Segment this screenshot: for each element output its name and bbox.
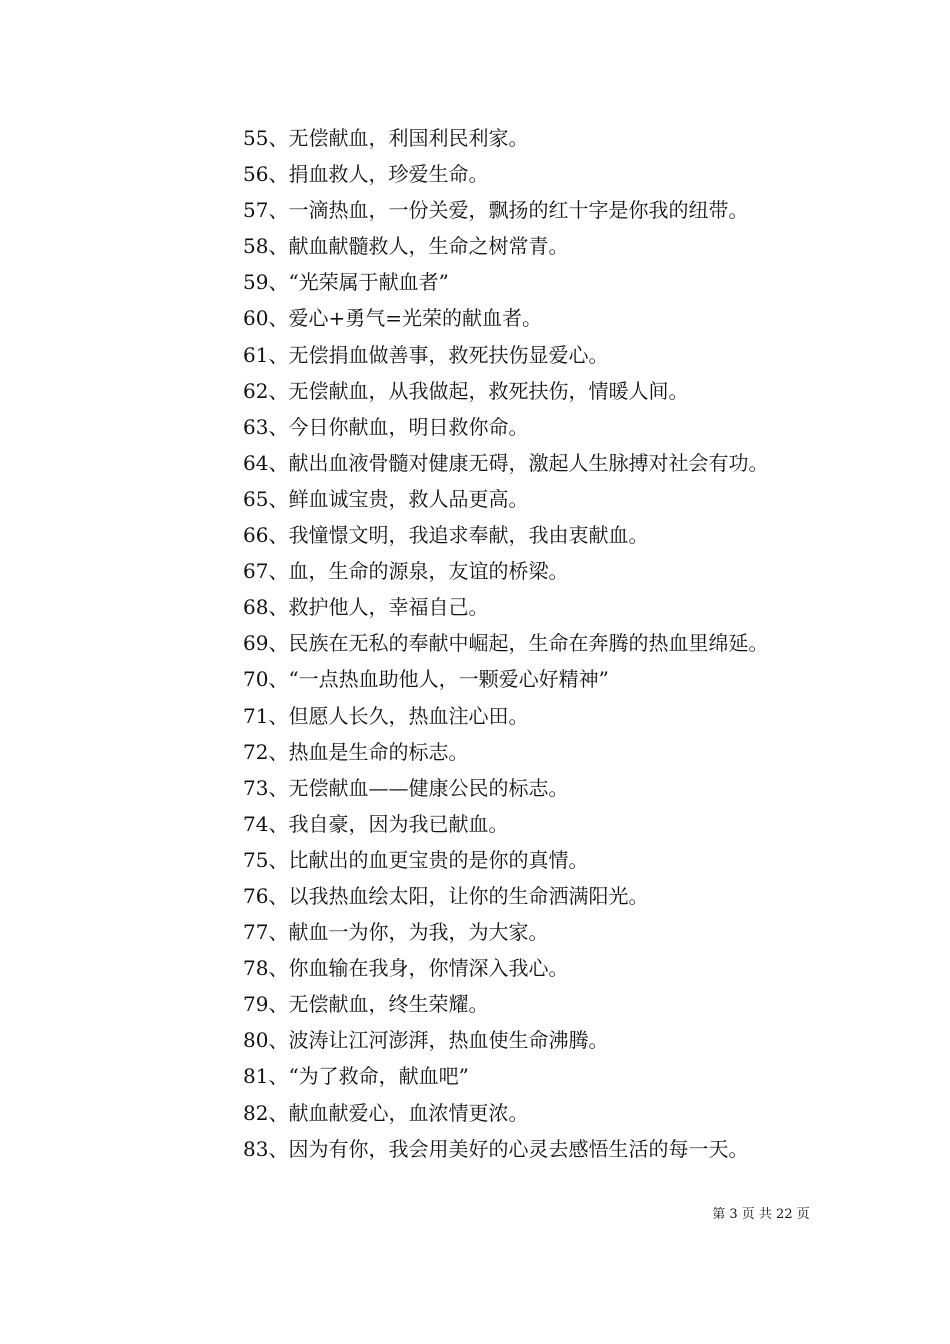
slogan-item: 67、血，生命的源泉，友谊的桥梁。 [243, 559, 569, 584]
slogan-item: 80、波涛让江河澎湃，热血使生命沸腾。 [243, 1028, 609, 1053]
slogan-item: 72、热血是生命的标志。 [243, 739, 469, 764]
slogan-item: 71、但愿人长久，热血注心田。 [243, 703, 529, 728]
slogan-item: 59、“光荣属于献血者” [243, 270, 449, 295]
slogan-item: 63、今日你献血，明日救你命。 [243, 414, 529, 439]
slogan-item: 62、无偿献血，从我做起，救死扶伤，情暖人间。 [243, 378, 689, 403]
slogan-item: 74、我自豪，因为我已献血。 [243, 811, 509, 836]
slogan-item: 58、献血献髓救人，生命之树常青。 [243, 234, 569, 259]
slogan-item: 57、一滴热血，一份关爱，飘扬的红十字是你我的纽带。 [243, 198, 749, 223]
slogan-item: 77、献血一为你，为我，为大家。 [243, 920, 549, 945]
slogan-item: 70、“一点热血助他人，一颗爱心好精神” [243, 667, 609, 692]
slogan-item: 69、民族在无私的奉献中崛起，生命在奔腾的热血里绵延。 [243, 631, 769, 656]
slogan-item: 61、无偿捐血做善事，救死扶伤显爱心。 [243, 342, 609, 367]
slogan-item: 83、因为有你，我会用美好的心灵去感悟生活的每一天。 [243, 1136, 749, 1161]
slogan-item: 73、无偿献血——健康公民的标志。 [243, 775, 569, 800]
slogan-item: 75、比献出的血更宝贵的是你的真情。 [243, 847, 589, 872]
slogan-item: 60、爱心+勇气=光荣的献血者。 [243, 306, 542, 331]
page-number: 第 3 页 共 22 页 [712, 1207, 810, 1222]
slogan-item: 76、以我热血绘太阳，让你的生命洒满阳光。 [243, 883, 649, 908]
slogan-item: 81、“为了救命，献血吧” [243, 1064, 469, 1089]
slogan-item: 82、献血献爱心，血浓情更浓。 [243, 1100, 529, 1125]
slogan-item: 66、我憧憬文明，我追求奉献，我由衷献血。 [243, 523, 649, 548]
slogan-item: 56、捐血救人，珍爱生命。 [243, 162, 489, 187]
slogan-item: 79、无偿献血，终生荣耀。 [243, 992, 489, 1017]
page-footer [0, 1203, 950, 1222]
slogan-item: 78、你血输在我身，你情深入我心。 [243, 956, 569, 981]
slogan-item: 55、无偿献血，利国利民利家。 [243, 126, 529, 150]
slogan-item: 64、献出血液骨髓对健康无碍，激起人生脉搏对社会有功。 [243, 450, 769, 475]
slogan-item: 68、救护他人，幸福自己。 [243, 595, 489, 620]
slogan-item: 65、鲜血诚宝贵，救人品更高。 [243, 486, 529, 511]
slogan-list [243, 120, 883, 1167]
